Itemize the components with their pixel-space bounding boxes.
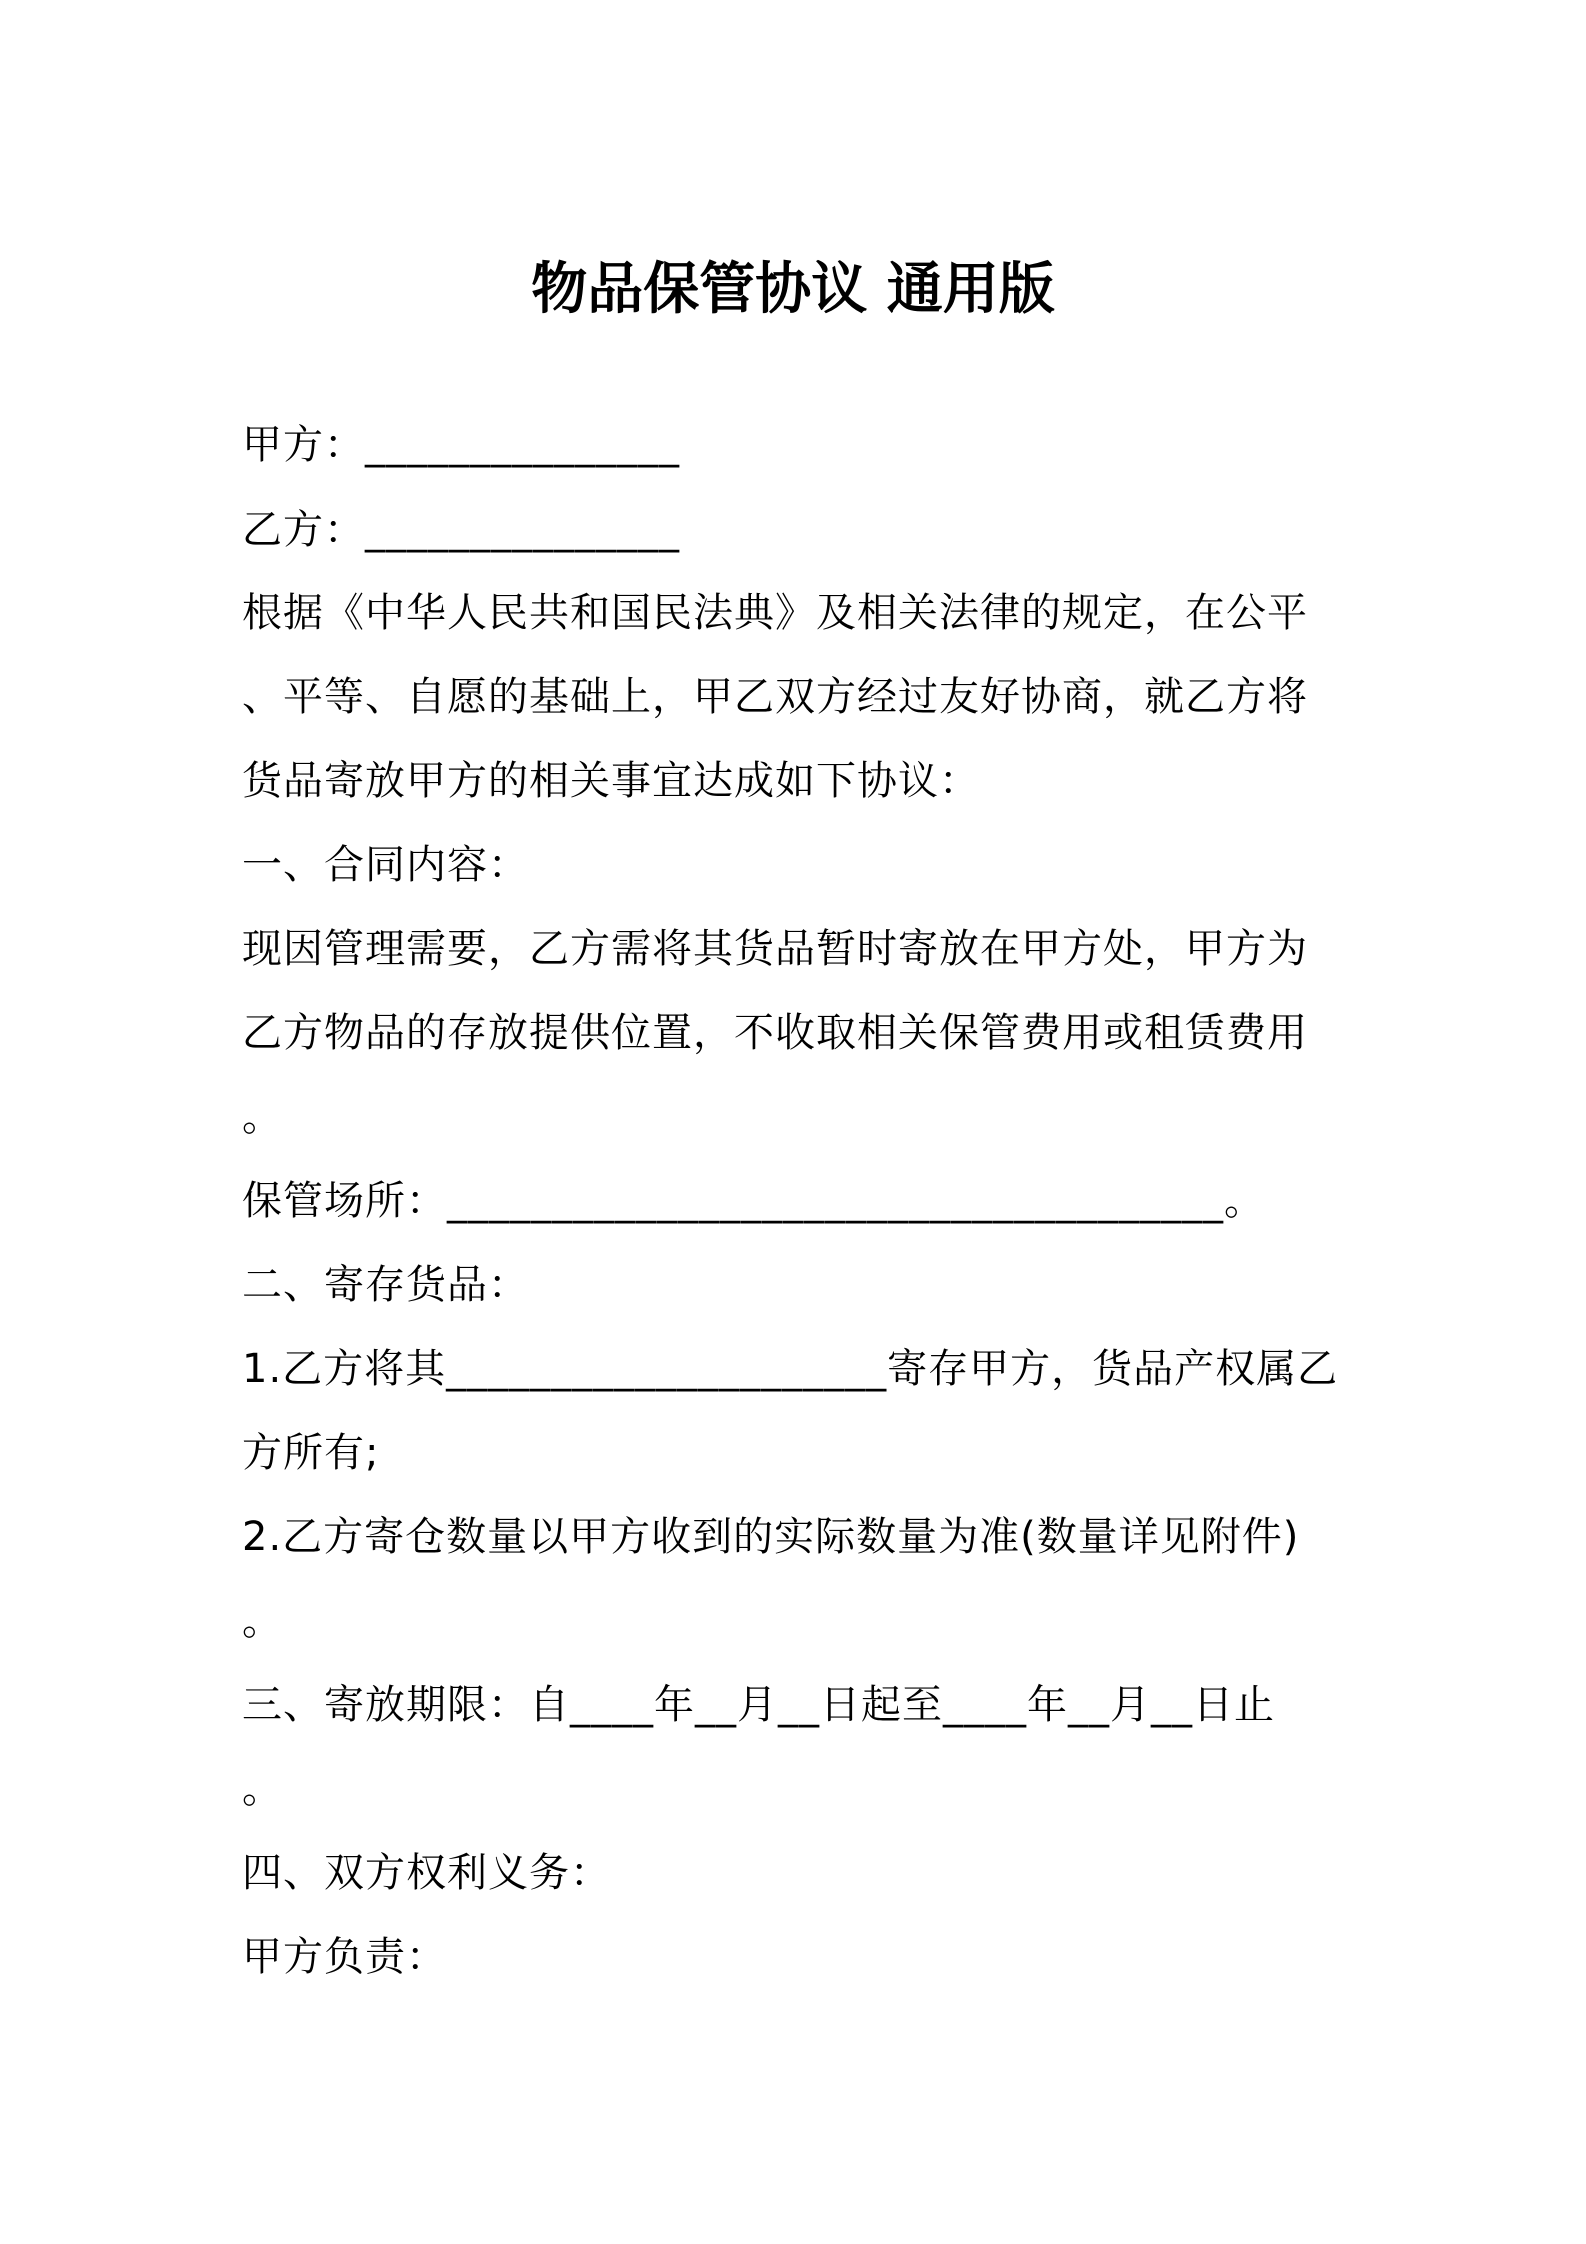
section-heading: 四、双方权利义务：: [242, 1850, 611, 1896]
paragraph-line: 方所有;: [242, 1430, 380, 1476]
subsection-heading: 甲方负责：: [242, 1934, 447, 1980]
paragraph-line: 。: [242, 1598, 283, 1644]
document-title: 物品保管协议 通用版: [531, 257, 1055, 322]
paragraph-line: 货品寄放甲方的相关事宜达成如下协议：: [242, 758, 980, 804]
paragraph-line: 1.乙方将其_____________________寄存甲方，货品产权属乙: [242, 1346, 1339, 1392]
storage-location-line: 保管场所：_____________________________________。: [242, 1178, 1265, 1224]
paragraph-line: 根据《中华人民共和国民法典》及相关法律的规定，在公平: [242, 590, 1308, 636]
paragraph-line: 现因管理需要，乙方需将其货品暂时寄放在甲方处，甲方为: [242, 926, 1308, 972]
storage-period-line: 三、寄放期限：自____年__月__日起至____年__月__日止: [242, 1682, 1275, 1728]
paragraph-line: 2.乙方寄仓数量以甲方收到的实际数量为准(数量详见附件): [242, 1514, 1300, 1560]
party-a-line: 甲方：_______________: [242, 422, 680, 468]
paragraph-line: 。: [242, 1766, 283, 1812]
paragraph-line: 。: [242, 1094, 283, 1140]
party-b-line: 乙方：_______________: [242, 507, 680, 553]
section-heading: 二、寄存货品：: [242, 1262, 529, 1308]
paragraph-line: 、平等、自愿的基础上，甲乙双方经过友好协商，就乙方将: [242, 674, 1308, 720]
paragraph-line: 乙方物品的存放提供位置，不收取相关保管费用或租赁费用: [242, 1010, 1308, 1056]
section-heading: 一、合同内容：: [242, 842, 529, 888]
